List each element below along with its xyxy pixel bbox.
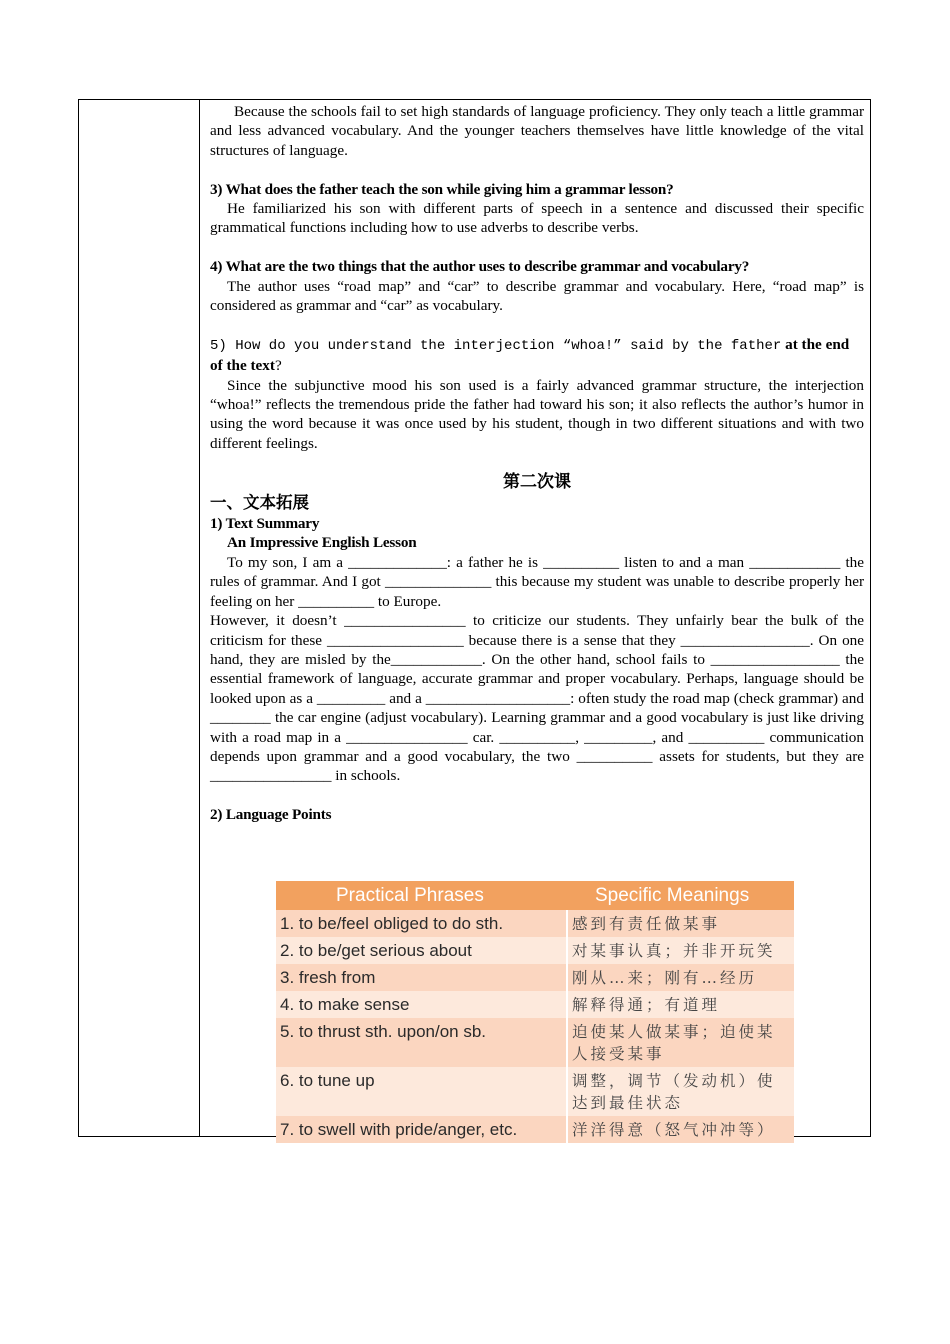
answer-3-text: He familiarized his son with different parts of speech in a sentence and discussed their specific grammatical functions including how to use adverbs to describe verbs. <box>210 200 864 237</box>
question-5-qmark: ? <box>274 357 282 375</box>
phrase-cell: 6. to tune up <box>276 1067 567 1116</box>
phrase-cell: 2. to be/get serious about <box>276 937 567 964</box>
main-content-cell <box>210 102 864 825</box>
table-row <box>276 964 794 991</box>
table-row <box>276 1116 794 1143</box>
table-row <box>276 1018 794 1067</box>
lesson2-title: 第二次课 <box>503 471 571 492</box>
phrases-table <box>276 881 794 1143</box>
phrase-cell: 4. to make sense <box>276 991 567 1018</box>
question-5-part1: 5) How do you understand the interjection “whoa!” said by the father <box>210 337 782 354</box>
phrase-cell: 3. fresh from <box>276 964 567 991</box>
meaning-cell: 解释得通；有道理 <box>567 991 794 1018</box>
table-row <box>276 937 794 964</box>
summary-paragraph-2: However, it doesn’t ________________ to criticize our students. They unfairly bear the bulk of the criticism for these __________________ because there is a sense that they _________________. On one hand, they are misled by the____________. On the other hand, school fails to _________________ the essential framework of language, accurate grammar and proper vocabulary. Perhaps, language should be looked upon as a _________ and a ___________________: often study the road map (check grammar) and ________ the car engine (adjust vocabulary). Learning grammar and a good vocabulary is just like driving with a road map in a ________________ car. __________, _________, and __________ communication depends upon grammar and a good vocabulary, the two __________ assets for students, but they are ________________ in schools. <box>210 612 864 785</box>
column-divider <box>199 99 200 1137</box>
question-4: 4) What are the two things that the author uses to describe grammar and vocabulary? <box>210 258 750 276</box>
answer-2-text: Because the schools fail to set high standards of language proficiency. They only teach a little grammar and less advanced vocabulary. And the younger teachers themselves have little knowledge of the vital structures of language. <box>210 103 864 159</box>
table-row <box>276 910 794 937</box>
meaning-cell: 刚从…来；刚有…经历 <box>567 964 794 991</box>
meaning-cell: 对某事认真；并非开玩笑 <box>567 937 794 964</box>
meaning-cell: 调整，调节（发动机）使达到最佳状态 <box>567 1067 794 1116</box>
phrase-cell: 1. to be/feel obliged to do sth. <box>276 910 567 937</box>
text-summary-label: 1) Text Summary <box>210 515 320 533</box>
phrase-cell: 7. to swell with pride/anger, etc. <box>276 1116 567 1143</box>
summary-paragraph-1: To my son, I am a _____________: a father he is __________ listen to and a man ____________ the rules of grammar. And I got ______________ this because my student was unable to describe properly her feeling on her __________ to Europe. <box>210 553 864 610</box>
header-specific-meanings: Specific Meanings <box>567 881 794 910</box>
question-5-part2: at the end of the text <box>210 335 850 375</box>
question-5 <box>210 335 864 376</box>
summary-title: An Impressive English Lesson <box>227 534 417 552</box>
section-heading: 一、文本拓展 <box>210 493 309 513</box>
meaning-cell: 感到有责任做某事 <box>567 910 794 937</box>
language-points-label: 2) Language Points <box>210 806 332 824</box>
phrases-table-header <box>276 881 794 910</box>
table-row <box>276 991 794 1018</box>
meaning-cell: 迫使某人做某事；迫使某人接受某事 <box>567 1018 794 1067</box>
table-row <box>276 1067 794 1116</box>
question-3: 3) What does the father teach the son while giving him a grammar lesson? <box>210 180 674 198</box>
header-practical-phrases: Practical Phrases <box>276 881 567 910</box>
answer-4-text: The author uses “road map” and “car” to describe grammar and vocabulary. Here, “road map” is considered as grammar and “car” as vocabulary. <box>210 277 864 315</box>
phrase-cell: 5. to thrust sth. upon/on sb. <box>276 1018 567 1067</box>
answer-5-text: Since the subjunctive mood his son used is a fairly advanced grammar structure, the interjection “whoa!” reflects the tremendous pride the father had toward his son; it also reflects the author’s humor in using the word because it was once used by his student, though in two different situations and with two different feelings. <box>210 376 864 452</box>
meaning-cell: 洋洋得意（怒气冲冲等） <box>567 1116 794 1143</box>
